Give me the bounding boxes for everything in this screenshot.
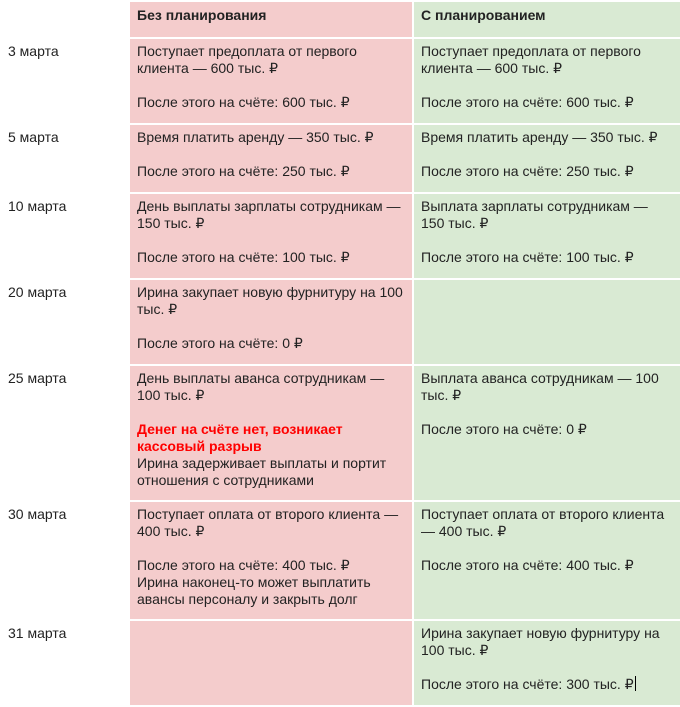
event-text: Ирина закупает новую фурнитуру на 100 тыс. ₽ bbox=[421, 625, 660, 658]
cell-without[interactable] bbox=[129, 124, 413, 193]
cell-with-active[interactable] bbox=[413, 620, 680, 706]
event-text: Время платить аренду — 350 тыс. ₽ bbox=[137, 129, 374, 145]
event-text: Выплата аванса сотрудникам — 100 тыс. ₽ bbox=[421, 370, 659, 403]
header-row bbox=[1, 1, 680, 38]
text-cursor bbox=[635, 676, 637, 691]
date-cell[interactable]: 5 марта bbox=[1, 124, 129, 193]
cell-without[interactable] bbox=[129, 193, 413, 279]
event-text: Ирина закупает новую фурнитуру на 100 тыс. ₽ bbox=[137, 284, 403, 317]
balance-text: После этого на счёте: 100 тыс. ₽ bbox=[421, 249, 634, 265]
date-cell[interactable]: 3 марта bbox=[1, 38, 129, 124]
date-cell[interactable]: 10 марта bbox=[1, 193, 129, 279]
date-cell[interactable]: 30 марта bbox=[1, 501, 129, 620]
cell-without[interactable] bbox=[129, 501, 413, 620]
cell-with[interactable] bbox=[413, 38, 680, 124]
cell-with[interactable] bbox=[413, 279, 680, 365]
header-without-planning[interactable]: Без планирования bbox=[129, 1, 413, 38]
cell-without[interactable] bbox=[129, 620, 413, 706]
table-row bbox=[1, 501, 680, 620]
balance-text: После этого на счёте: 0 ₽ bbox=[137, 335, 303, 351]
event-text: Поступает оплата от второго клиента — 400 тыс. ₽ bbox=[137, 506, 399, 539]
table-row bbox=[1, 124, 680, 193]
cell-with[interactable] bbox=[413, 501, 680, 620]
cell-without[interactable] bbox=[129, 38, 413, 124]
balance-text: После этого на счёте: 400 тыс. ₽ bbox=[421, 557, 634, 573]
header-with-planning[interactable]: С планированием bbox=[413, 1, 680, 38]
balance-text: После этого на счёте: 250 тыс. ₽ bbox=[421, 163, 634, 179]
balance-text: После этого на счёте: 600 тыс. ₽ bbox=[137, 94, 350, 110]
event-text: Выплата зарплаты сотрудникам — 150 тыс. ₽ bbox=[421, 198, 648, 231]
balance-text: После этого на счёте: 250 тыс. ₽ bbox=[137, 163, 350, 179]
note-text: Ирина наконец-то может выплатить авансы персоналу и закрыть долг bbox=[137, 574, 371, 607]
balance-text: После этого на счёте: 600 тыс. ₽ bbox=[421, 94, 634, 110]
date-cell[interactable]: 20 марта bbox=[1, 279, 129, 365]
cell-with[interactable] bbox=[413, 193, 680, 279]
balance-text: После этого на счёте: 300 тыс. ₽ bbox=[421, 676, 634, 692]
event-text: Поступает предоплата от первого клиента — 600 тыс. ₽ bbox=[421, 43, 641, 76]
cell-with[interactable] bbox=[413, 124, 680, 193]
date-cell[interactable]: 25 марта bbox=[1, 365, 129, 501]
balance-text: После этого на счёте: 0 ₽ bbox=[421, 421, 587, 437]
cell-with[interactable] bbox=[413, 365, 680, 501]
header-date[interactable] bbox=[1, 1, 129, 38]
cell-without[interactable] bbox=[129, 279, 413, 365]
event-text: Поступает предоплата от первого клиента — 600 тыс. ₽ bbox=[137, 43, 357, 76]
event-text: День выплаты аванса сотрудникам — 100 тыс. ₽ bbox=[137, 370, 385, 403]
note-text: Ирина задерживает выплаты и портит отношения с сотрудниками bbox=[137, 455, 387, 488]
event-text: Время платить аренду — 350 тыс. ₽ bbox=[421, 129, 658, 145]
table-row bbox=[1, 193, 680, 279]
event-text: День выплаты зарплаты сотрудникам — 150 тыс. ₽ bbox=[137, 198, 401, 231]
table-row bbox=[1, 365, 680, 501]
table-row bbox=[1, 620, 680, 706]
table-row bbox=[1, 38, 680, 124]
date-cell[interactable]: 31 марта bbox=[1, 620, 129, 706]
event-text: Поступает оплата от второго клиента — 400 тыс. ₽ bbox=[421, 506, 665, 539]
balance-text: После этого на счёте: 100 тыс. ₽ bbox=[137, 249, 350, 265]
cash-gap-warning: Денег на счёте нет, возникает кассовый разрыв bbox=[137, 421, 343, 454]
cell-without[interactable] bbox=[129, 365, 413, 501]
table-row bbox=[1, 279, 680, 365]
balance-text: После этого на счёте: 400 тыс. ₽ bbox=[137, 557, 350, 573]
